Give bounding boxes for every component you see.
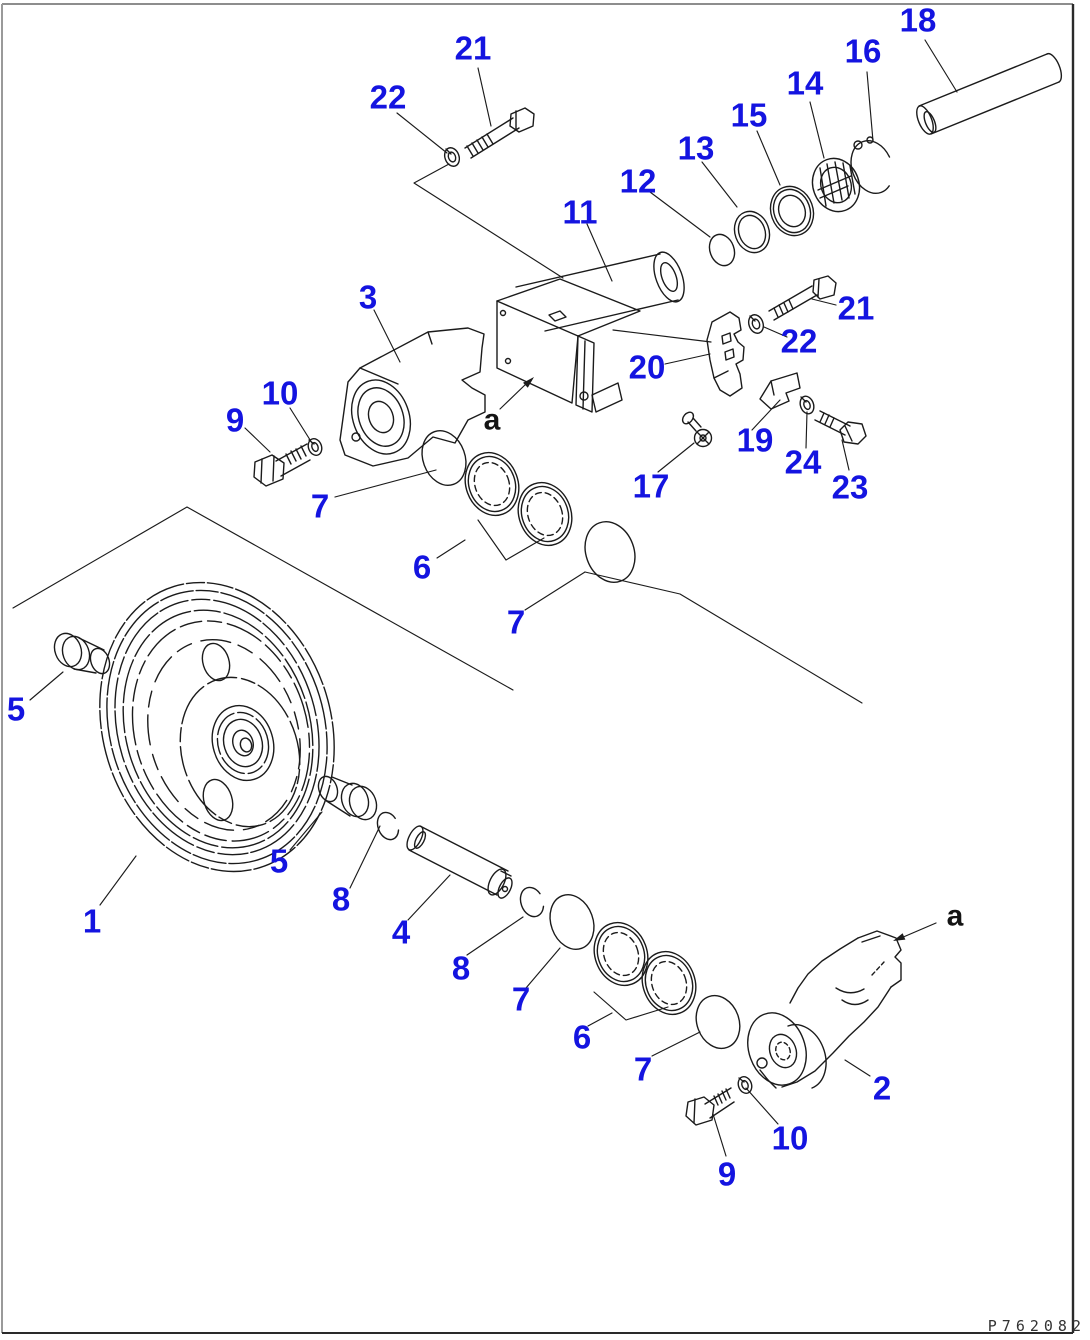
part-1-idler-wheel-drawing: [65, 553, 369, 901]
part-label-11: 11: [562, 193, 598, 231]
part-label-19: 19: [736, 421, 774, 459]
part-label-6: 6: [412, 548, 432, 586]
part-label-10: 10: [261, 374, 299, 412]
drawing-code: P762082: [987, 1317, 1086, 1335]
part-17-grease-fitting-drawing: [680, 410, 711, 446]
part-label-5: 5: [6, 690, 26, 728]
part-label-20: 20: [628, 348, 666, 386]
part-18-pin-drawing: [913, 54, 1061, 137]
part-21-bolt-right-drawing: [769, 276, 836, 320]
part-14-bearing-drawing: [805, 152, 867, 218]
part-22-washer-right-drawing: [746, 313, 766, 336]
part-label-4: 4: [391, 913, 411, 951]
part-15-ring-drawing: [764, 180, 821, 241]
part-label-2: 2: [872, 1069, 892, 1107]
part-label-13: 13: [677, 129, 715, 167]
part-label-9: 9: [717, 1155, 737, 1193]
part-label-17: 17: [632, 467, 670, 505]
part-label-1: 1: [82, 902, 102, 940]
view-arrow-a-right: [893, 923, 936, 941]
part-label-15: 15: [730, 96, 768, 134]
part-label-22: 22: [780, 322, 818, 360]
part-label-7: 7: [511, 980, 531, 1018]
part-label-7: 7: [310, 487, 330, 525]
part-3-bracket-drawing: [340, 328, 485, 466]
part-20-bracket-drawing: [707, 312, 744, 396]
part-label-21: 21: [837, 289, 875, 327]
part-label-9: 9: [225, 401, 245, 439]
view-label-a: a: [946, 899, 964, 933]
part-9-bolt-left-drawing: [254, 444, 310, 486]
part-9-bolt-right-drawing: [686, 1088, 734, 1125]
part-19-shim-drawing: [760, 373, 800, 409]
part-label-14: 14: [786, 64, 824, 102]
part-10-washer-right-drawing: [736, 1075, 754, 1095]
part-label-12: 12: [619, 162, 657, 200]
part-label-8: 8: [451, 949, 471, 987]
part-label-16: 16: [844, 32, 882, 70]
part-label-3: 3: [358, 278, 378, 316]
part-6-bearings-lower-drawing: [586, 915, 705, 1022]
part-label-10: 10: [771, 1119, 809, 1157]
part-11-housing-drawing: [497, 248, 690, 412]
part-label-21: 21: [454, 29, 492, 67]
leader-lines: [13, 40, 957, 1156]
view-label-a: a: [483, 403, 501, 437]
part-label-8: 8: [331, 880, 351, 918]
part-5-bushing-right-drawing: [315, 774, 381, 824]
part-4-pin-drawing: [404, 824, 515, 901]
part-21-bolt-top-drawing: [465, 108, 534, 158]
part-label-7: 7: [633, 1050, 653, 1088]
part-label-18: 18: [899, 1, 937, 39]
part-label-23: 23: [831, 468, 869, 506]
part-6-bearings-upper-drawing: [457, 445, 581, 553]
part-10-washer-left-drawing: [306, 437, 324, 457]
view-arrow-a-left: [500, 377, 534, 409]
part-22-washer-top-drawing: [442, 146, 462, 169]
part-23-bolt-drawing: [815, 411, 866, 444]
part-label-7: 7: [506, 603, 526, 641]
part-label-22: 22: [369, 78, 407, 116]
part-13-ring-drawing: [729, 206, 775, 257]
part-label-5: 5: [269, 842, 289, 880]
part-label-24: 24: [784, 443, 822, 481]
part-8-snap-ring-drawings: [374, 809, 548, 919]
part-label-6: 6: [572, 1018, 592, 1056]
